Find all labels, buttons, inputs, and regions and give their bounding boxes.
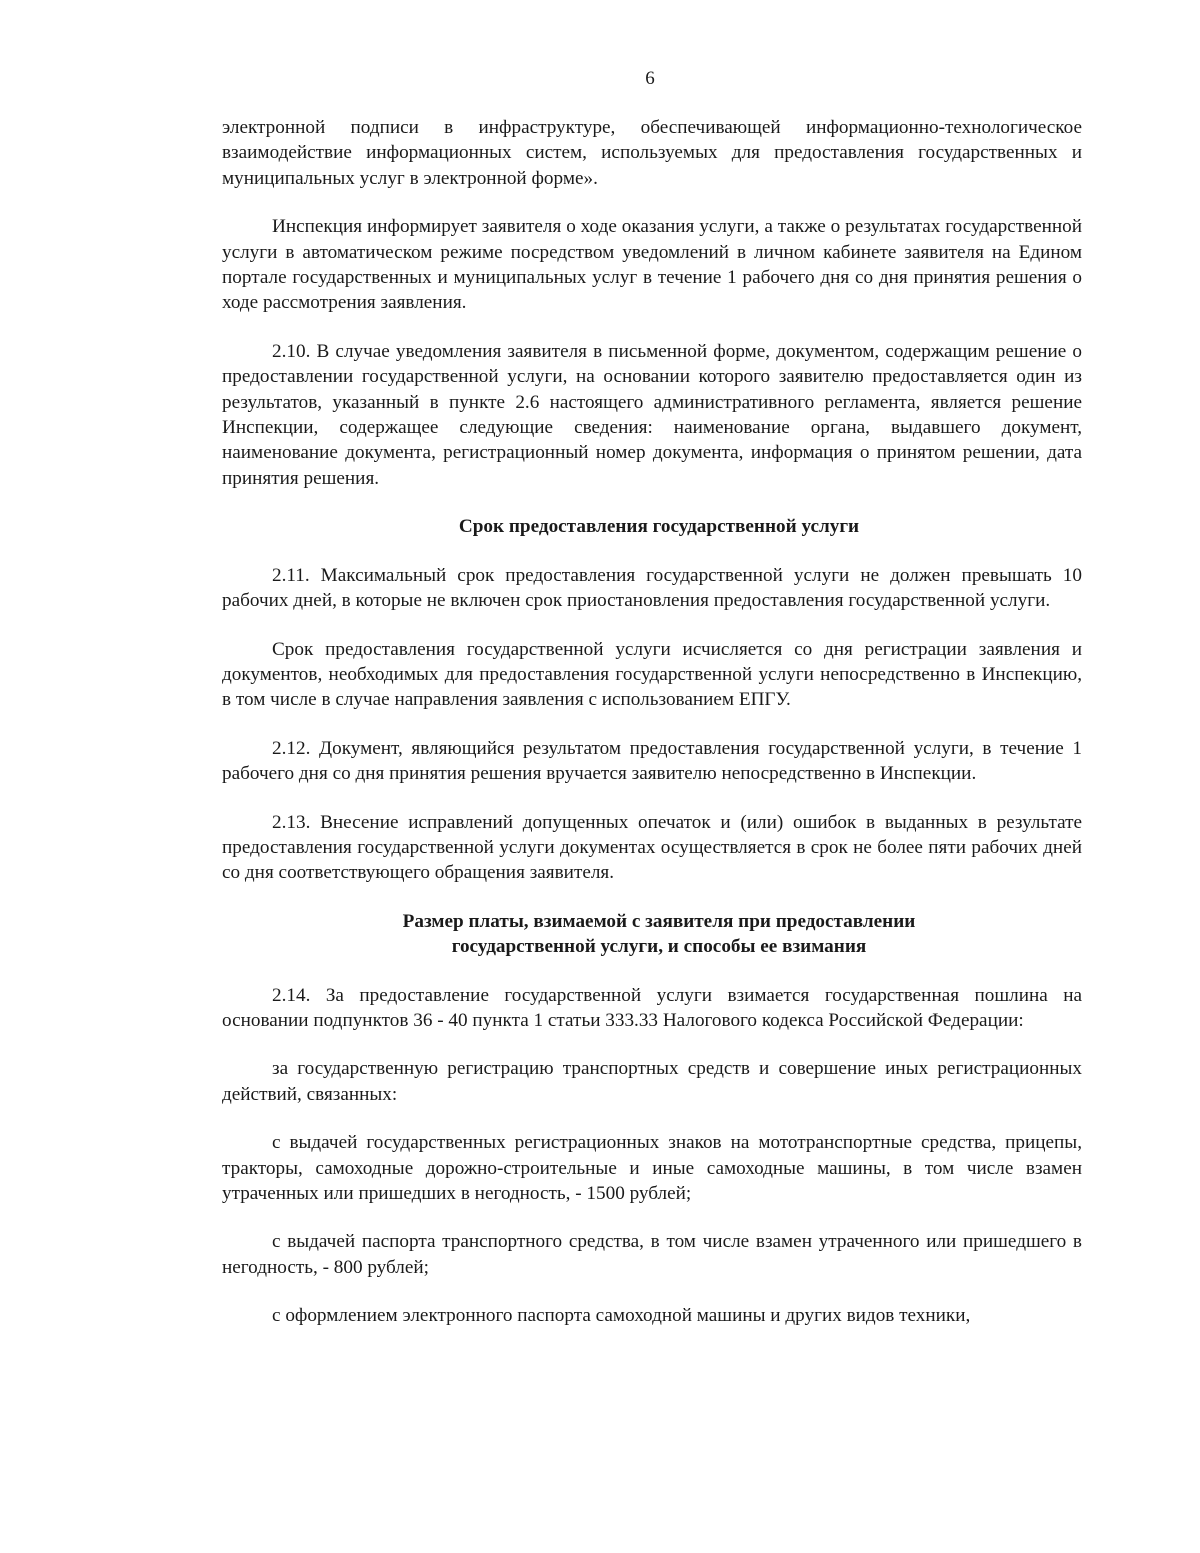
page-number: 6 [645, 68, 655, 89]
section-heading [222, 909, 1082, 960]
paragraph: 2.12. Документ, являющийся результатом предоставления государственной услуги, в течение 1 рабочего дня со дня принятия решения вручается заявителю непосредственно в Инспекции. [222, 737, 1082, 785]
paragraph: Срок предоставления государственной услуги исчисляется со дня регистрации заявления и документов, необходимых для предоставления государственной услуги непосредственно в Инспекцию, в том числе в случае направления заявления с использованием ЕПГУ. [222, 638, 1082, 711]
document-body [222, 115, 1082, 1352]
paragraph: Инспекция информирует заявителя о ходе оказания услуги, а также о результатах государственной услуги в автоматическом режиме посредством уведомлений в личном кабинете заявителя на Едином портале государственных и муниципальных услуг в течение 1 рабочего дня со дня принятия решения о ходе рассмотрения заявления. [222, 216, 1082, 314]
paragraph: 2.14. За предоставление государственной услуги взимается государственная пошлина на основании подпунктов 36 - 40 пункта 1 статьи 333.33 Налогового кодекса Российской Федерации: [222, 984, 1082, 1031]
paragraph: с оформлением электронного паспорта самоходной машины и других видов техники, [272, 1305, 971, 1327]
section-heading [222, 514, 1082, 539]
paragraph: 2.10. В случае уведомления заявителя в письменной форме, документом, содержащим решение о предоставлении государственной услуги, на основании которого заявителю предоставляется один из результатов, указанный в пункте 2.6 настоящего административного регламента, является решение Инспекции, содержащее следующие сведения: наименование органа, выдавшего документ, наименование документа, регистрационный номер документа, информация о принятом решении, дата принятия решения. [222, 340, 1082, 489]
paragraph: 2.11. Максимальный срок предоставления государственной услуги не должен превышать 10 рабочих дней, в которые не включен срок приостановления предоставления государственной услуги. [222, 564, 1082, 612]
section-heading-line-1: Размер платы, взимаемой с заявителя при предоставлении [402, 910, 916, 932]
paragraph: за государственную регистрацию транспортных средств и совершение иных регистрационных действий, связанных: [222, 1058, 1082, 1105]
paragraph: электронной подписи в инфраструктуре, обеспечивающей информационно-технологическое взаимодействие информационных систем, используемых для предоставления государственных и муниципальных услуг в электронной форме». [222, 117, 1082, 189]
section-heading-text: Срок предоставления государственной услуги [458, 516, 860, 538]
paragraph: 2.13. Внесение исправлений допущенных опечаток и (или) ошибок в выданных в результате предоставления государственной услуги документах осуществляется в срок не более пяти рабочих дней со дня соответствующего обращения заявителя. [222, 811, 1082, 884]
paragraph: с выдачей государственных регистрационных знаков на мототранспортные средства, прицепы, тракторы, самоходные дорожно-строительные и иные самоходные машины, в том числе взамен утраченных или пришедших в негодность, - 1500 рублей; [222, 1132, 1082, 1204]
section-heading-line-2: государственной услуги, и способы ее взимания [451, 936, 867, 958]
paragraph: с выдачей паспорта транспортного средства, в том числе взамен утраченного или пришедшего в негодность, - 800 рублей; [222, 1231, 1082, 1278]
